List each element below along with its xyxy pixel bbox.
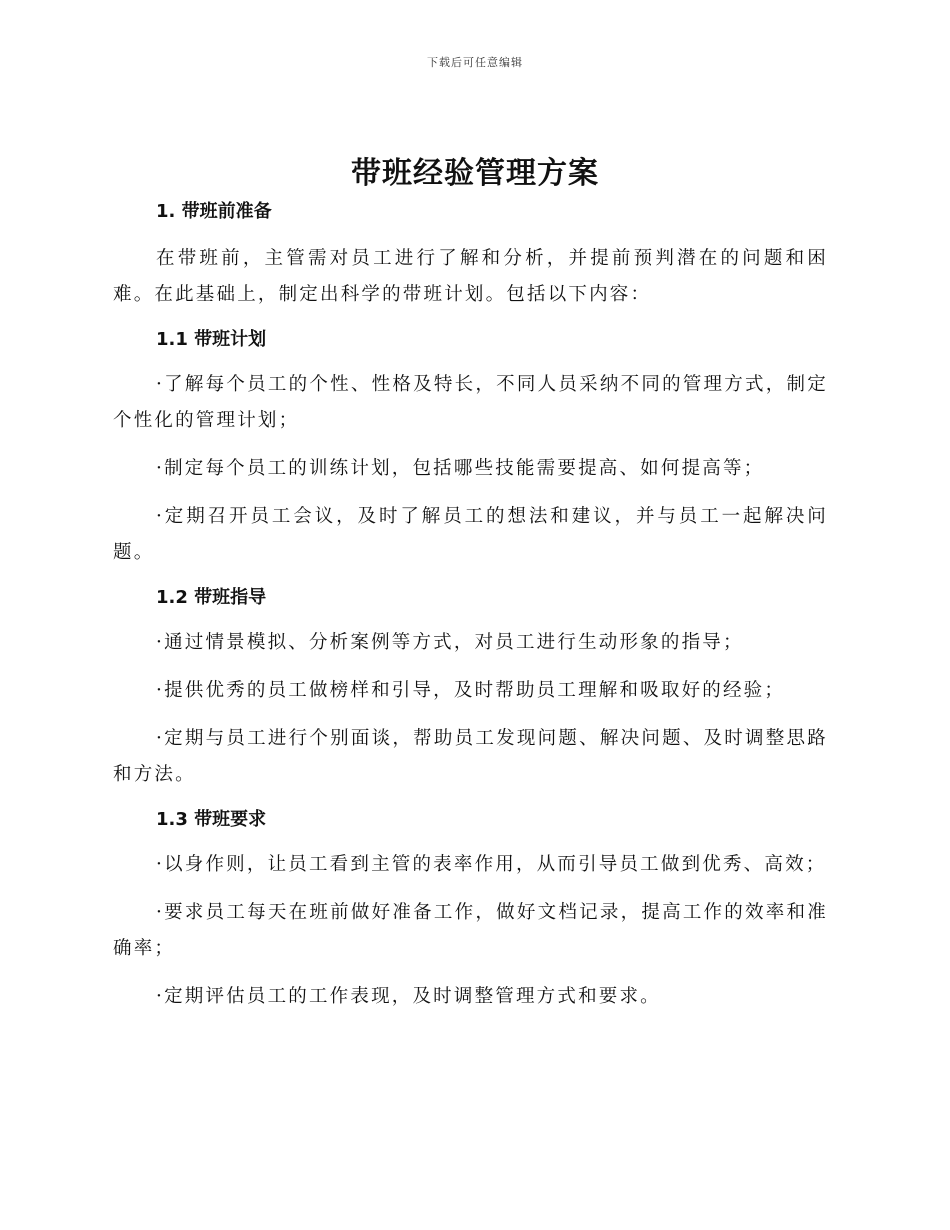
header-note: 下载后可任意编辑 — [427, 56, 523, 69]
document-title: 带班经验管理方案 — [351, 156, 599, 191]
section-heading-1-2: 1.2 带班指导 — [156, 587, 267, 608]
list-item: ·定期评估员工的工作表现，及时调整管理方式和要求。 — [156, 986, 661, 1007]
section-heading-1: 1. 带班前准备 — [156, 201, 272, 222]
section-heading-1-1: 1.1 带班计划 — [156, 329, 267, 350]
list-item: ·了解每个员工的个性、性格及特长，不同人员采纳不同的管理方式，制定个性化的管理计划； — [113, 374, 828, 431]
list-item: ·定期与员工进行个别面谈，帮助员工发现问题、解决问题、及时调整思路和方法。 — [113, 728, 828, 785]
section-heading-1-3: 1.3 带班要求 — [156, 809, 267, 830]
list-item: ·以身作则，让员工看到主管的表率作用，从而引导员工做到优秀、高效； — [156, 854, 827, 875]
list-item: ·提供优秀的员工做榜样和引导，及时帮助员工理解和吸取好的经验； — [156, 680, 786, 701]
list-item: ·定期召开员工会议，及时了解员工的想法和建议，并与员工一起解决问题。 — [113, 506, 828, 563]
list-item: ·制定每个员工的训练计划，包括哪些技能需要提高、如何提高等； — [156, 458, 765, 479]
section-1-intro: 在带班前，主管需对员工进行了解和分析，并提前预判潜在的问题和困难。在此基础上，制定出科学的带班计划。包括以下内容： — [113, 248, 828, 305]
document-body — [113, 197, 828, 1027]
list-item: ·要求员工每天在班前做好准备工作，做好文档记录，提高工作的效率和准确率； — [113, 902, 828, 959]
list-item: ·通过情景模拟、分析案例等方式，对员工进行生动形象的指导； — [156, 632, 744, 653]
